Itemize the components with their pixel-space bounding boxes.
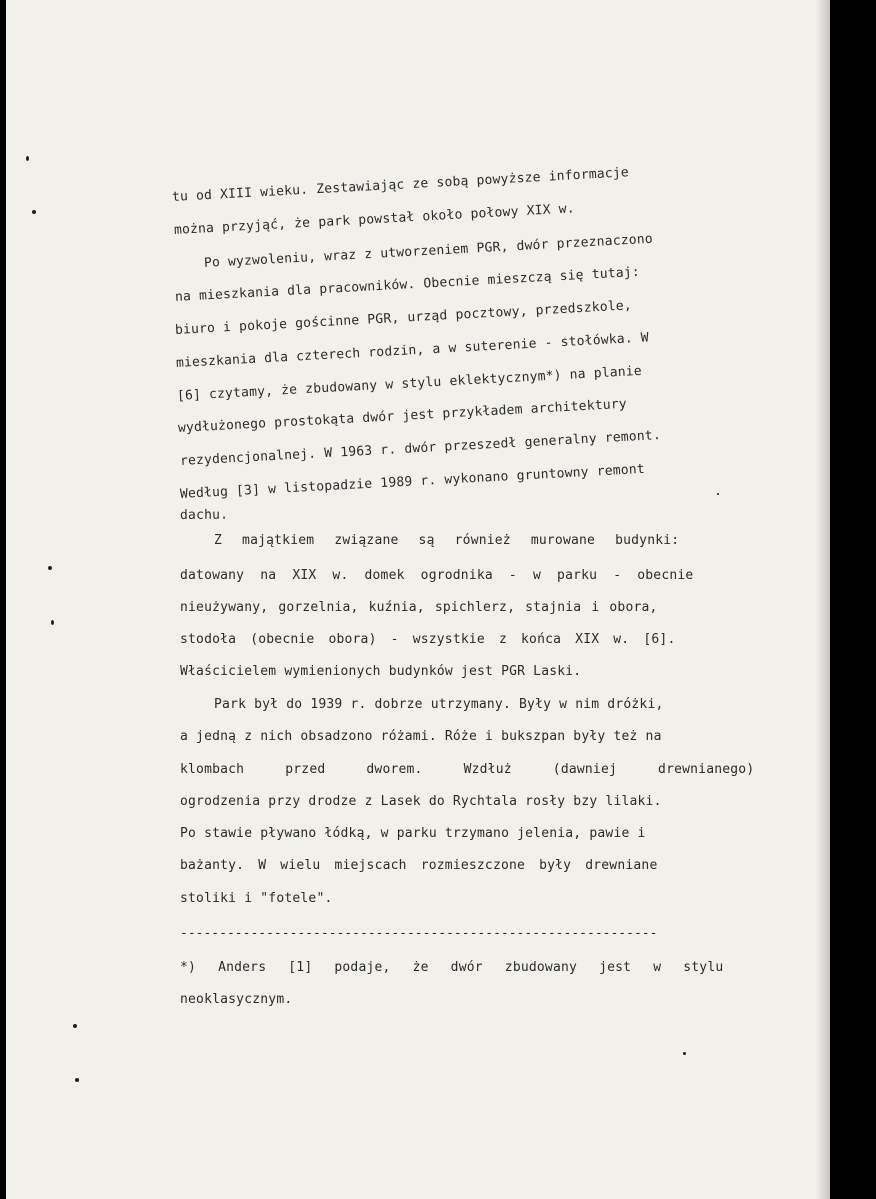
text-line: datowany na XIX w. domek ogrodnika - w parku - obecnie xyxy=(180,568,694,583)
text-line: klombach przed dworem. Wzdłuż (dawniej drewnianego) xyxy=(180,762,755,777)
text-line: na mieszkania dla pracowników. Obecnie mieszczą się tutaj: xyxy=(174,264,641,305)
text-line: wydłużonego prostokąta dwór jest przykładem architektury xyxy=(177,396,628,436)
text-line: Właścicielem wymienionych budynków jest PGR Laski. xyxy=(180,664,582,679)
text-line: Po stawie pływano łódką, w parku trzymano jelenia, pawie i xyxy=(180,826,646,841)
text-line: Park był do 1939 r. dobrze utrzymany. Były w nim dróżki, xyxy=(214,697,664,712)
text-line: rezydencjonalnej. W 1963 r. dwór przeszedł generalny remont. xyxy=(179,427,662,469)
scan-speck xyxy=(51,620,54,625)
scan-speck xyxy=(683,1052,686,1055)
document-page xyxy=(6,0,830,1199)
text-line: dachu. xyxy=(179,507,229,523)
text-line: Z majątkiem związane są również murowane budynki: xyxy=(214,533,680,548)
text-line: ogrodzenia przy drodze z Lasek do Rychtala rosły bzy lilaki. xyxy=(180,794,662,809)
text-line: Po wyzwoleniu, wraz z utworzeniem PGR, dwór przeznaczono xyxy=(203,231,654,271)
scan-speck xyxy=(73,1024,77,1028)
scan-speck xyxy=(32,210,36,214)
footnote-separator: ------------------------------------------------------------- xyxy=(180,926,658,941)
footnote-line: neoklasycznym. xyxy=(180,992,293,1007)
text-line: tu od XIII wieku. Zestawiając ze sobą powyższe informacje xyxy=(171,165,630,205)
scan-speck xyxy=(26,156,29,161)
footnote-line: *) Anders [1] podaje, że dwór zbudowany jest w stylu xyxy=(180,960,724,975)
text-line: biuro i pokoje gościnne PGR, urząd pocztowy, przedszkole, xyxy=(174,298,633,338)
text-line: stoliki i "fotele". xyxy=(180,891,333,906)
text-line: stodoła (obecnie obora) - wszystkie z końca XIX w. [6]. xyxy=(180,632,676,647)
text-line: Według [3] w listopadzie 1989 r. wykonano gruntowny remont xyxy=(179,461,646,502)
text-line: można przyjąć, że park powstał około połowy XIX w. xyxy=(173,201,576,238)
text-line: bażanty. W wielu miejscach rozmieszczone były drewniane xyxy=(180,858,658,873)
scan-speck xyxy=(75,1078,79,1082)
text-line: a jedną z nich obsadzono różami. Róże i bukszpan były też na xyxy=(180,729,662,744)
text-line: [6] czytamy, że zbudowany w stylu eklektycznym*) na planie xyxy=(176,363,643,404)
text-line: mieszkania dla czterech rodzin, a w suterenie - stołówka. W xyxy=(175,330,650,371)
text-line: nieużywany, gorzelnia, kuźnia, spichlerz, stajnia i obora, xyxy=(180,600,658,615)
scan-speck xyxy=(48,566,52,570)
scan-speck xyxy=(717,493,719,495)
